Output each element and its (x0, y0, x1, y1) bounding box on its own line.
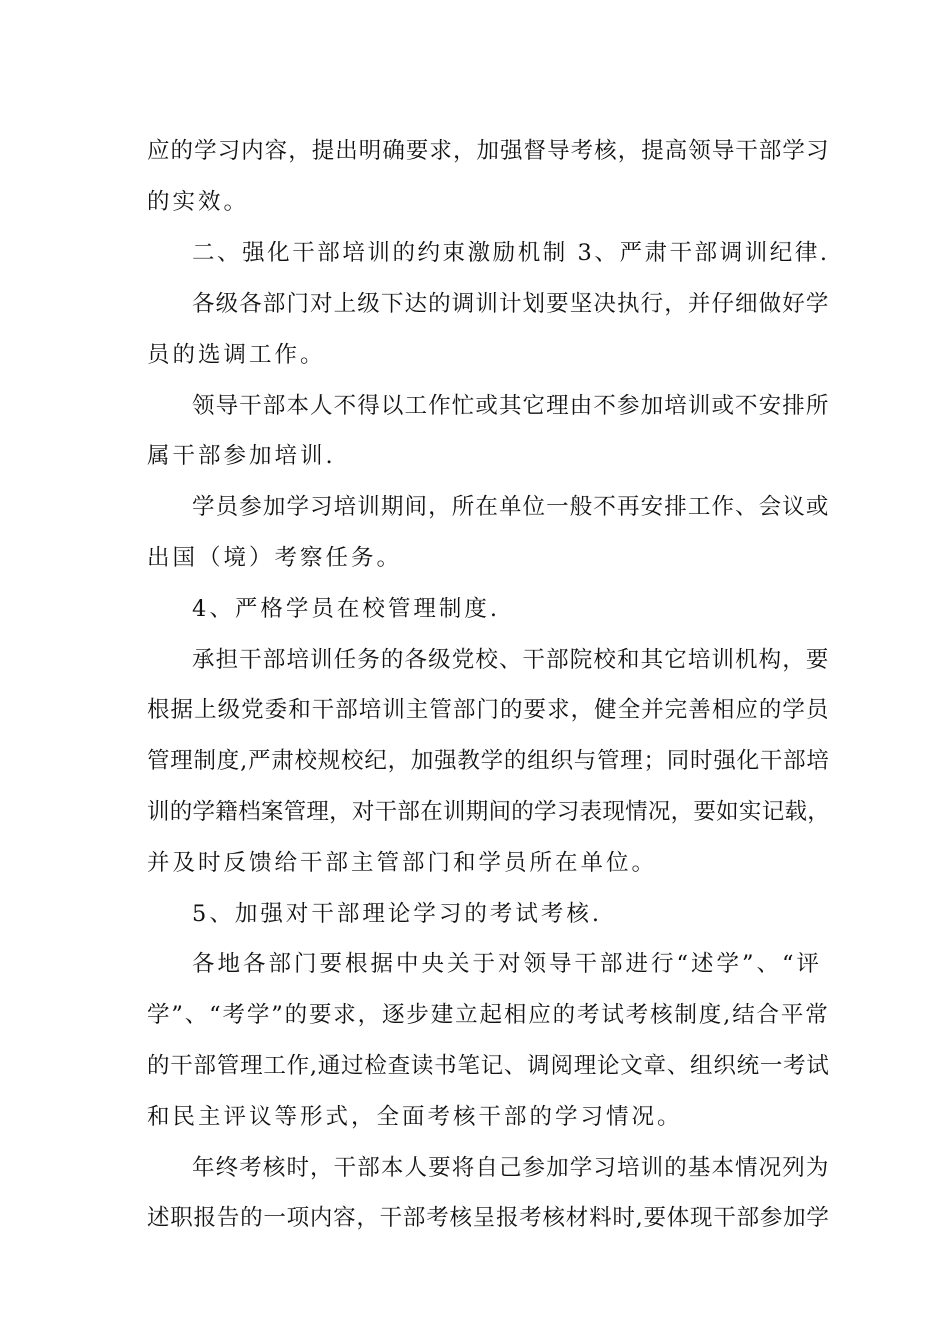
text-line: 和民主评议等形式，全面考核干部的学习情况。 (147, 1104, 683, 1130)
text-line: 属干部参加培训. (147, 443, 336, 469)
text-line: 训的学籍档案管理，对干部在训期间的学习表现情况，要如实记载， (147, 799, 831, 825)
text-line: 并及时反馈给干部主管部门和学员所在单位。 (147, 850, 658, 876)
text-line: 各级各部门对上级下达的调训计划要坚决执行，并仔细做好学 (192, 291, 830, 317)
section-heading: 5、加强对干部理论学习的考试考核. (192, 901, 602, 927)
text-line: 应的学习内容，提出明确要求，加强督导考核，提高领导干部学习 (147, 138, 830, 164)
text-line: 员的选调工作。 (147, 342, 326, 368)
section-heading: 4、严格学员在校管理制度. (192, 596, 500, 622)
text-line: 管理制度,严肃校规校纪，加强教学的组织与管理；同时强化干部培 (147, 748, 830, 774)
text-line: 承担干部培训任务的各级党校、干部院校和其它培训机构，要 (192, 647, 830, 673)
text-line: 出国（境）考察任务。 (147, 545, 403, 571)
text-line: 的实效。 (147, 189, 250, 215)
text-line: 学员参加学习培训期间，所在单位一般不再安排工作、会议或 (192, 494, 830, 520)
text-line: 年终考核时，干部本人要将自己参加学习培训的基本情况列为 (192, 1155, 830, 1181)
text-line: 学”、“考学”的要求，逐步建立起相应的考试考核制度,结合平常 (147, 1002, 830, 1028)
text-line: 领导干部本人不得以工作忙或其它理由不参加培训或不安排所 (192, 393, 830, 419)
text-line: 根据上级党委和干部培训主管部门的要求，健全并完善相应的学员 (147, 697, 830, 723)
section-heading: 二、强化干部培训的约束激励机制 3、严肃干部调训纪律. (192, 240, 830, 266)
text-line: 述职报告的一项内容，干部考核呈报考核材料时,要体现干部参加学 (147, 1205, 830, 1231)
text-line: 的干部管理工作,通过检查读书笔记、调阅理论文章、组织统一考试 (147, 1053, 830, 1079)
text-line: 各地各部门要根据中央关于对领导干部进行“述学”、“评 (192, 951, 823, 977)
